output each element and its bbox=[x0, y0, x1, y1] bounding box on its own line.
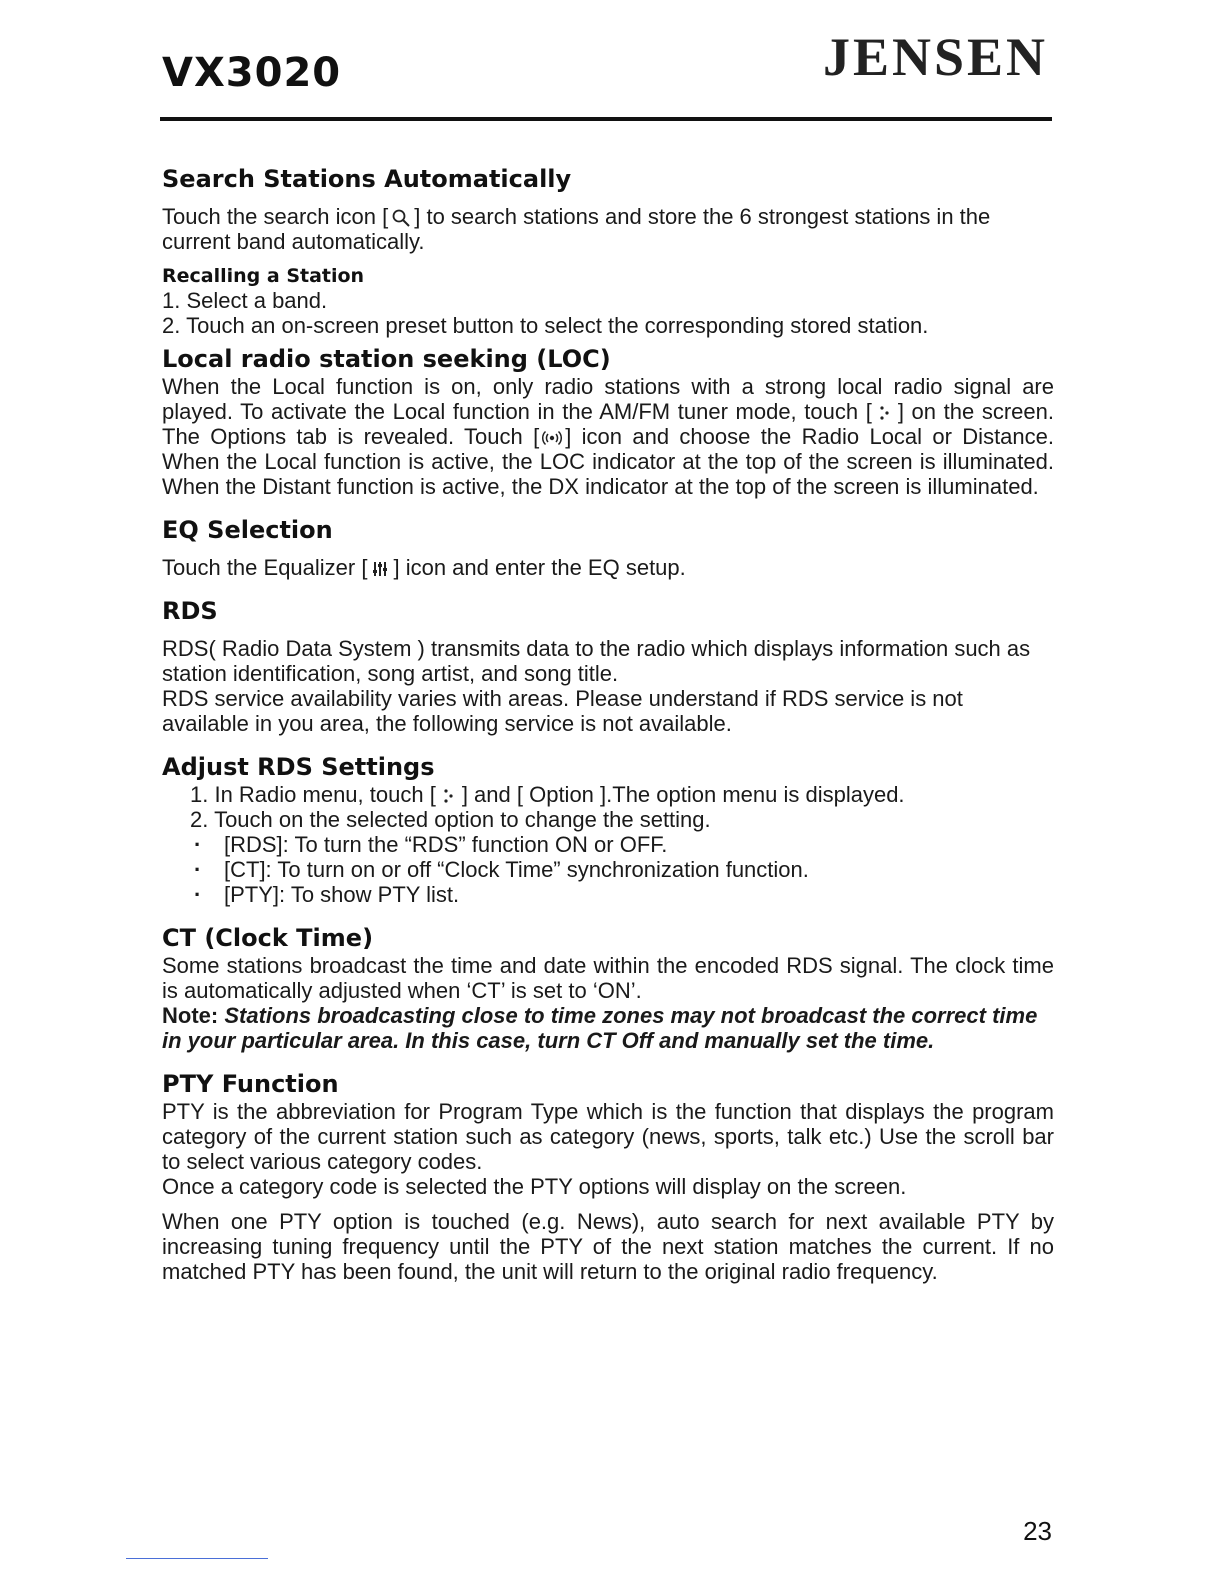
eq-paragraph bbox=[162, 555, 1054, 580]
bullet-item: · [PTY]: To show PTY list. bbox=[224, 882, 1054, 907]
pty-paragraph-3: When one PTY option is touched (e.g. News), auto search for next available PTY by increasing tuning frequency until the PTY of the next station matches the current. If no matched PTY has been found, the unit will return to the original radio frequency. bbox=[162, 1209, 1054, 1284]
note-text: Stations broadcasting close to time zones may not broadcast the correct time in your particular area. In this case, turn CT Off and manually set the time. bbox=[162, 1003, 1038, 1053]
pty-paragraph-1: PTY is the abbreviation for Program Type which is the function that displays the program category of the current station such as category (news, sports, talk etc.) Use the scroll bar to select various category codes. bbox=[162, 1099, 1054, 1174]
recall-step: 1. Select a band. bbox=[162, 288, 328, 313]
model-title: VX3020 bbox=[162, 50, 342, 96]
ct-paragraph: Some stations broadcast the time and date within the encoded RDS signal. The clock time is automatically adjusted when ‘CT’ is set to ‘ON’. bbox=[162, 953, 1054, 1003]
heading-eq-selection: EQ Selection bbox=[162, 516, 333, 544]
search-text-a: Touch the search icon [ bbox=[162, 204, 389, 229]
heading-clock-time: CT (Clock Time) bbox=[162, 924, 374, 952]
heading-recalling-station: Recalling a Station bbox=[162, 265, 365, 287]
loc-text-a: When the Local function is on, only radio stations with a strong local radio signal are played. To activate the Local function in the AM/FM tuner mode, touch [ bbox=[162, 374, 1054, 424]
header-rule bbox=[160, 117, 1052, 121]
search-icon bbox=[391, 208, 411, 228]
content-body bbox=[162, 164, 1054, 1284]
bullet-item: · [CT]: To turn on or off “Clock Time” synchronization function. bbox=[224, 857, 1054, 882]
eq-text-b: ] icon and enter the EQ setup. bbox=[393, 555, 686, 580]
loc-text-c: ] icon and choose the Radio Local or Distance. When the Local function is active, the LOC indicator at the top of the screen is illuminated. When the Distant function is active, the DX indicator at the top of the screen is illuminated. bbox=[162, 424, 1055, 499]
heading-rds: RDS bbox=[162, 597, 218, 625]
note-label: Note: bbox=[162, 1003, 219, 1028]
recall-steps bbox=[162, 288, 1054, 338]
adjust-step-1-text-b: ] and [ Option ].The option menu is displayed. bbox=[461, 782, 905, 807]
heading-local-seeking: Local radio station seeking (LOC) bbox=[162, 345, 611, 373]
search-paragraph bbox=[162, 204, 1054, 254]
menu-dots-icon bbox=[875, 403, 895, 423]
loc-paragraph bbox=[162, 374, 1054, 499]
eq-text-a: Touch the Equalizer [ bbox=[162, 555, 368, 580]
rds-paragraph-1: RDS( Radio Data System ) transmits data to the radio which displays information such as station identification, song artist, and song title. bbox=[162, 636, 1031, 686]
adjust-step-1-text-a: 1. In Radio menu, touch [ bbox=[190, 782, 436, 807]
footer-line bbox=[126, 1558, 268, 1559]
brand-logo: JENSEN bbox=[822, 27, 1048, 87]
search-text-b: ] to search stations and store the 6 strongest stations in the current band automatically. bbox=[162, 204, 991, 254]
recall-step: 2. Touch an on-screen preset button to select the corresponding stored station. bbox=[162, 313, 929, 338]
heading-search-stations: Search Stations Automatically bbox=[162, 165, 572, 193]
bullet-item: · [RDS]: To turn the “RDS” function ON or OFF. bbox=[224, 832, 1054, 857]
menu-dots-icon bbox=[439, 786, 459, 806]
adjust-step bbox=[190, 782, 1054, 807]
ct-note bbox=[162, 1003, 1054, 1053]
rds-option-bullets bbox=[162, 832, 1054, 907]
adjust-steps bbox=[162, 782, 1054, 832]
rds-paragraph-2: RDS service availability varies with areas. Please understand if RDS service is not available in you area, the following service is not available. bbox=[162, 686, 963, 736]
heading-pty-function: PTY Function bbox=[162, 1070, 339, 1098]
heading-adjust-rds: Adjust RDS Settings bbox=[162, 753, 435, 781]
page-number: 23 bbox=[1023, 1516, 1052, 1546]
adjust-step: 2. Touch on the selected option to change the setting. bbox=[190, 807, 711, 832]
pty-paragraph-2: Once a category code is selected the PTY options will display on the screen. bbox=[162, 1174, 907, 1199]
radio-signal-icon bbox=[542, 428, 562, 448]
equalizer-icon bbox=[370, 559, 390, 579]
loc-text-b: ] on the screen. The Options tab is revealed. Touch [ bbox=[162, 399, 1054, 449]
